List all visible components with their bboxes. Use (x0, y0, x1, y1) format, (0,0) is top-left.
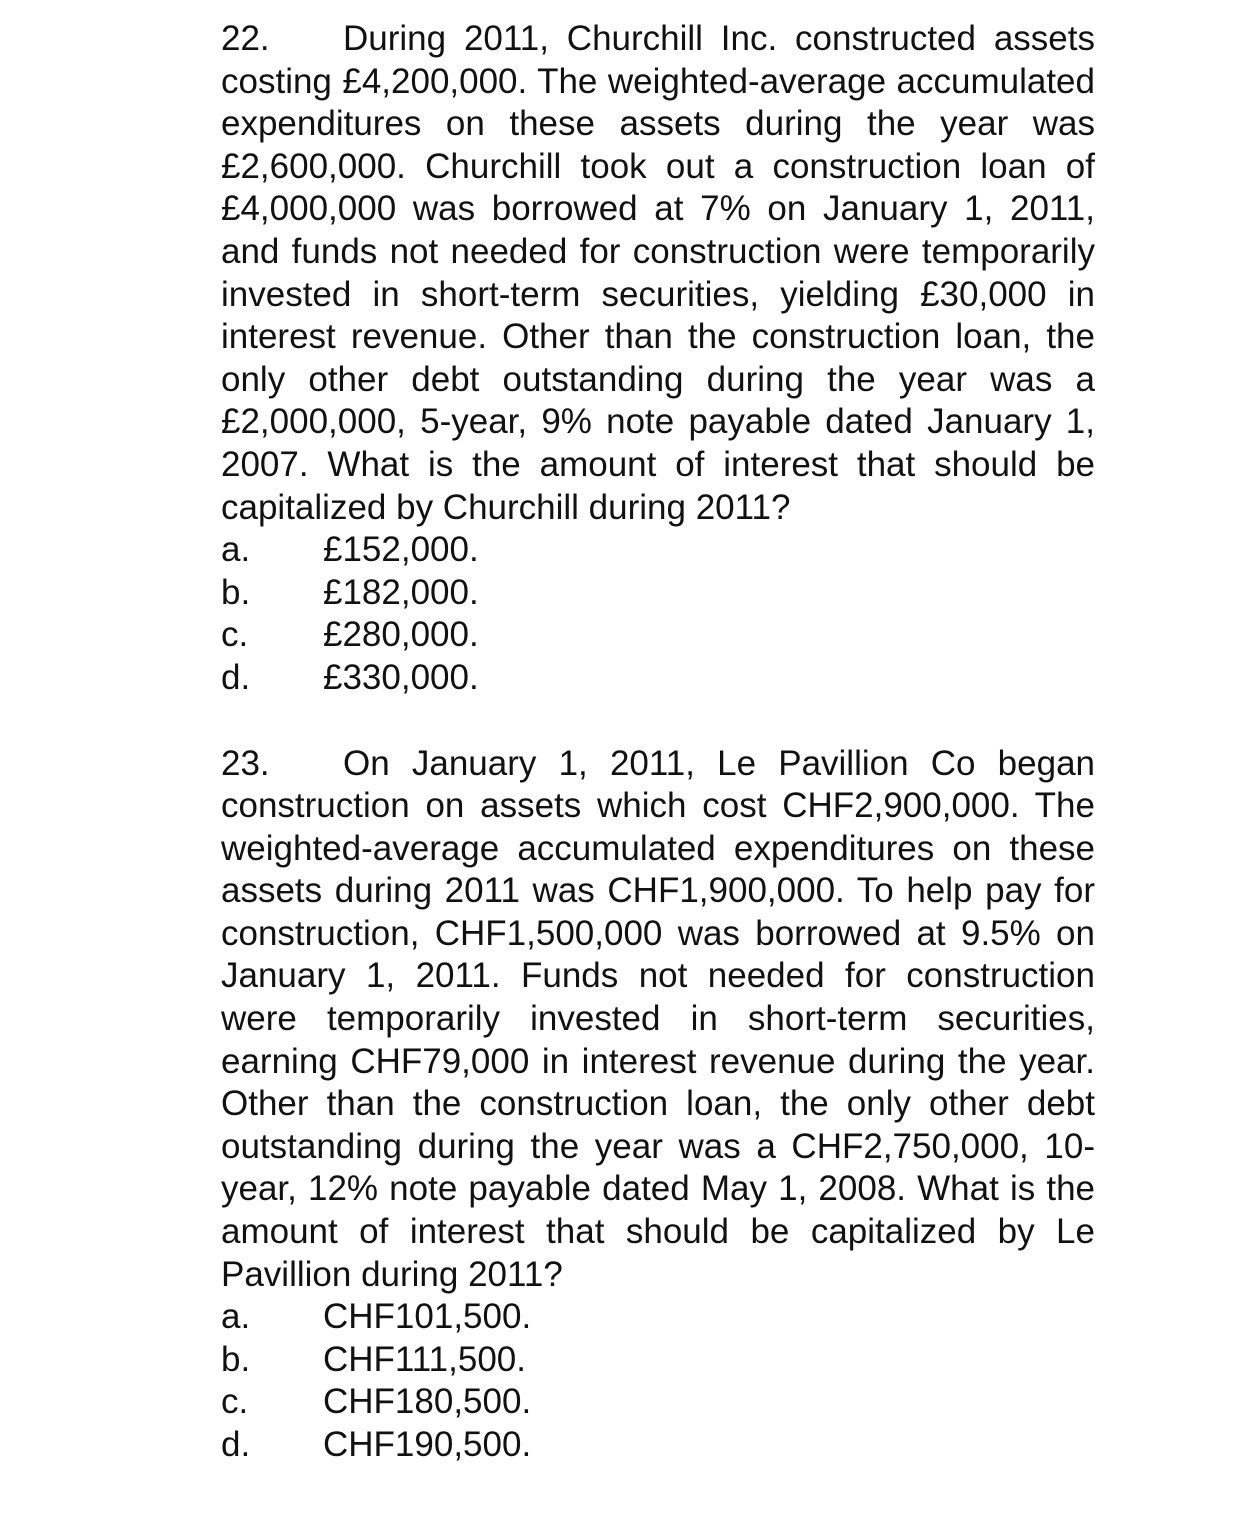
question-list (221, 18, 1095, 1467)
question-stem (221, 743, 1095, 1297)
answer-options (221, 529, 1095, 699)
option-letter: a. (221, 1297, 251, 1337)
option-letter: a. (221, 530, 251, 570)
option-letter: d. (221, 1425, 251, 1464)
option-text: £182,000. (323, 572, 479, 612)
option-text: £152,000. (323, 530, 479, 570)
option-text: CHF190,500. (323, 1425, 532, 1464)
question-text: During 2011, Churchill Inc. constructed assets costing £4,200,000. The weighted-average accumulated expenditures on these assets during the year was £2,600,000. Churchill took out a construction loan of £4,000,000 was borrowed at 7% on January 1, 2011, and funds not needed for construction were temporarily invested in short-term securities, yielding £30,000 in interest revenue. Other than the construction loan, the only other debt outstanding during the year was a £2,000,000, 5-year, 9% note payable dated January 1, 2007. What is the amount of interest that should be capitalized by Churchill during 2011? (221, 19, 1095, 527)
option-letter: c. (221, 1382, 249, 1422)
option-letter: c. (221, 615, 249, 655)
answer-option-c[interactable] (221, 1381, 1095, 1424)
answer-option-d[interactable] (221, 1424, 1095, 1467)
answer-options (221, 1296, 1095, 1466)
answer-option-d[interactable] (221, 657, 1095, 700)
option-letter: b. (221, 1339, 251, 1379)
option-text: £330,000. (323, 657, 479, 697)
question-stem (221, 18, 1095, 529)
question-23 (221, 743, 1095, 1467)
option-text: £280,000. (323, 615, 479, 655)
answer-option-a[interactable] (221, 529, 1095, 572)
option-text: CHF180,500. (323, 1382, 532, 1422)
answer-option-b[interactable] (221, 572, 1095, 615)
question-number: 22. (221, 19, 270, 58)
answer-option-a[interactable] (221, 1296, 1095, 1339)
question-22 (221, 18, 1095, 700)
option-text: CHF101,500. (323, 1297, 532, 1337)
answer-option-b[interactable] (221, 1339, 1095, 1382)
option-letter: d. (221, 657, 251, 697)
question-number: 23. (221, 743, 270, 783)
option-text: CHF111,500. (323, 1339, 526, 1379)
question-text: On January 1, 2011, Le Pavillion Co began construction on assets which cost CHF2,900,000. The weighted-average accumulated expenditures on these assets during 2011 was CHF1,900,000. To help pay for construction, CHF1,500,000 was borrowed at 9.5% on January 1, 2011. Funds not needed for construction were temporarily invested in short-term securities, earning CHF79,000 in interest revenue during the year. Other than the construction loan, the only other debt outstanding during the year was a CHF2,750,000, 10-year, 12% note payable dated May 1, 2008. What is the amount of interest that should be capitalized by Le Pavillion during 2011? (221, 743, 1095, 1294)
option-letter: b. (221, 572, 251, 612)
answer-option-c[interactable] (221, 614, 1095, 657)
